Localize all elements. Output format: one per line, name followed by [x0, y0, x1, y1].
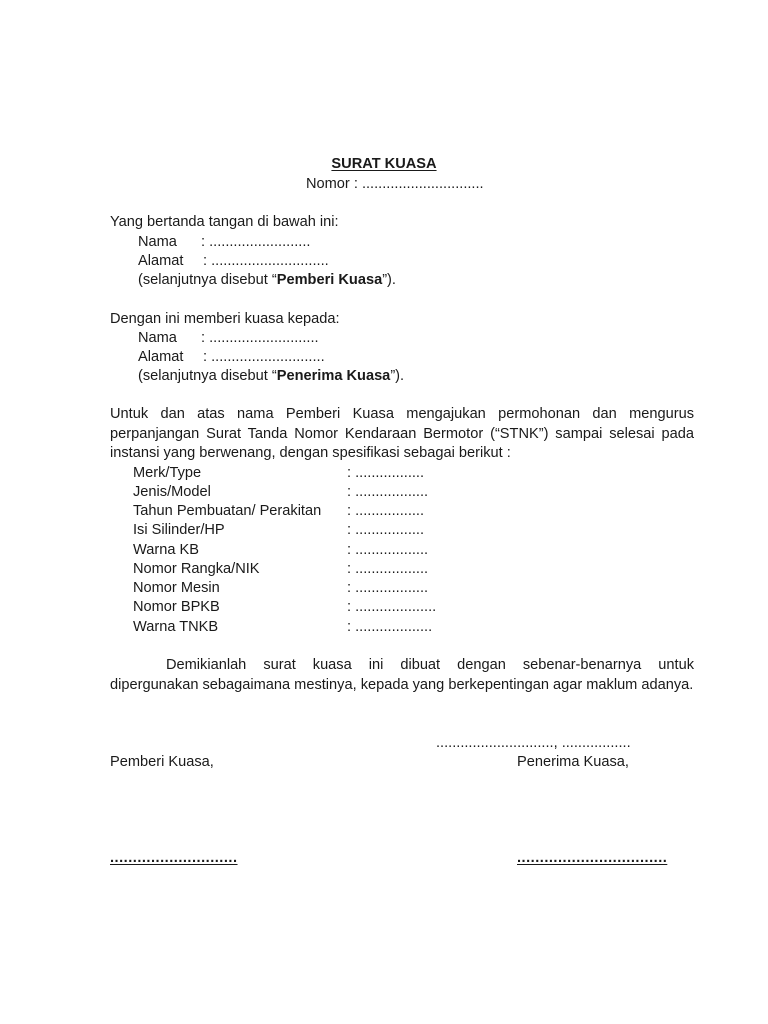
grantee-label: Penerima Kuasa, — [517, 754, 629, 770]
section1-alamat-value: : ............................. — [203, 253, 329, 269]
spec-value: : ................... — [347, 619, 433, 635]
spec-label: Tahun Pembuatan/ Perakitan — [133, 503, 322, 519]
section1-note-suffix: ”). — [382, 272, 396, 288]
section2-note — [138, 367, 404, 386]
section2-note-role: Penerima Kuasa — [276, 368, 391, 384]
spec-value: : ................. — [347, 522, 425, 538]
section2-nama-value: : ........................... — [201, 330, 319, 346]
spec-label: Nomor Rangka/NIK — [133, 561, 260, 577]
grantor-signature-line: ............................ — [110, 850, 238, 866]
section1-nama-label: Nama — [138, 234, 177, 250]
letter-number: Nomor : .............................. — [306, 176, 484, 192]
spec-value: : .................. — [347, 484, 429, 500]
section1-intro: Yang bertanda tangan di bawah ini: — [110, 214, 339, 230]
spec-value: : ................. — [347, 503, 425, 519]
section1-note-prefix: (selanjutnya disebut “ — [138, 272, 277, 288]
letter-title: SURAT KUASA — [331, 156, 437, 172]
section2-nama-label: Nama — [138, 330, 177, 346]
spec-value: : .................. — [347, 542, 429, 558]
spec-label: Nomor BPKB — [133, 599, 220, 615]
section1-note-role: Pemberi Kuasa — [276, 272, 383, 288]
spec-value: : .................. — [347, 580, 429, 596]
section2-note-suffix: ”). — [390, 368, 405, 384]
section2-alamat-label: Alamat — [138, 349, 184, 365]
spec-label: Jenis/Model — [133, 484, 211, 500]
spec-label: Nomor Mesin — [133, 580, 220, 596]
spec-label: Warna KB — [133, 542, 199, 558]
spec-value: : .................. — [347, 561, 429, 577]
section1-note — [138, 271, 396, 290]
grantor-label: Pemberi Kuasa, — [110, 754, 214, 770]
purpose-paragraph: Untuk dan atas nama Pemberi Kuasa mengajukan permohonan dan mengurus perpanjangan Surat Tanda Nomor Kendaraan Bermotor (“STNK”) sampai selesai pada instansi yang berwenang, dengan spesifikasi sebagai berikut : — [110, 406, 694, 462]
spec-value: : ................. — [347, 465, 425, 481]
place-date: ............................., ................. — [436, 735, 631, 751]
section2-note-prefix: (selanjutnya disebut “ — [138, 368, 277, 384]
section2-alamat-value: : ............................ — [203, 349, 325, 365]
section2-intro: Dengan ini memberi kuasa kepada: — [110, 311, 340, 327]
spec-label: Merk/Type — [133, 465, 202, 481]
spec-label: Warna TNKB — [133, 619, 219, 635]
section1-alamat-label: Alamat — [138, 253, 184, 269]
grantee-signature-line: ................................. — [517, 850, 668, 866]
closing-paragraph: Demikianlah surat kuasa ini dibuat dengan sebenar-benarnya untuk dipergunakan sebagaimana mestinya, kepada yang berkepentingan agar maklum adanya. — [110, 657, 694, 693]
spec-value: : .................... — [347, 599, 437, 615]
spec-label: Isi Silinder/HP — [133, 522, 225, 538]
section1-nama-value: : ......................... — [201, 234, 311, 250]
